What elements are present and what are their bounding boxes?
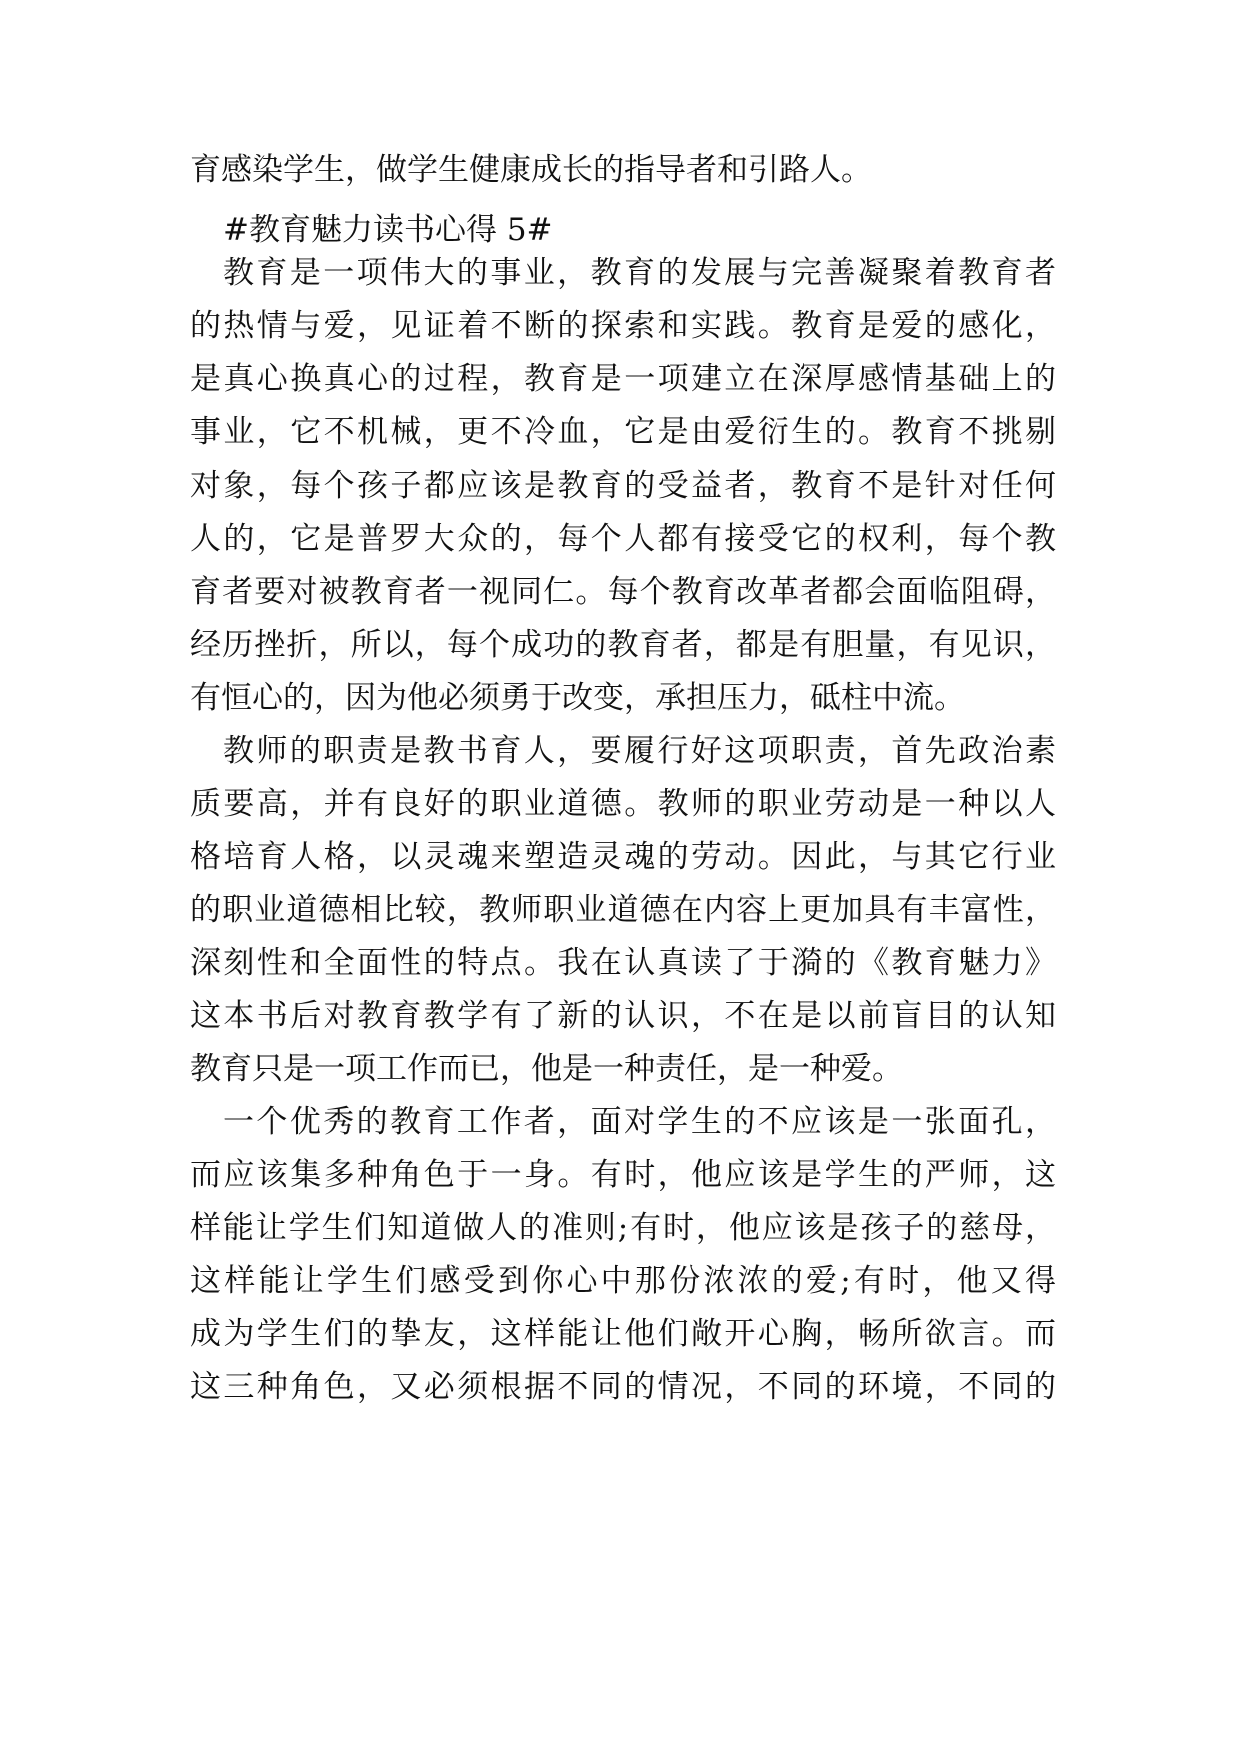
text-line: 育感染学生，做学生健康成长的指导者和引路人。: [190, 152, 872, 188]
text-line: 这本书后对教育教学有了新的认识，不在是以前盲目的认知: [190, 998, 1056, 1034]
text-line: 格培育人格，以灵魂来塑造灵魂的劳动。因此，与其它行业: [190, 839, 1056, 875]
text-line: 教育是一项伟大的事业，教育的发展与完善凝聚着教育者: [223, 255, 1056, 291]
text-line: 成为学生们的挚友，这样能让他们敞开心胸，畅所欲言。而: [190, 1316, 1056, 1352]
text-line: 样能让学生们知道做人的准则;有时，他应该是孩子的慈母，: [190, 1210, 1056, 1246]
text-line: 育者要对被教育者一视同仁。每个教育改革者都会面临阻碍，: [190, 574, 1056, 610]
text-line: 经历挫折，所以，每个成功的教育者，都是有胆量，有见识，: [190, 627, 1056, 663]
text-line: 深刻性和全面性的特点。我在认真读了于漪的《教育魅力》: [190, 945, 1056, 981]
text-line: 是真心换真心的过程，教育是一项建立在深厚感情基础上的: [190, 361, 1056, 397]
text-line: 而应该集多种角色于一身。有时，他应该是学生的严师，这: [190, 1157, 1056, 1193]
text-line: 事业，它不机械，更不冷血，它是由爱衍生的。教育不挑剔: [190, 414, 1056, 450]
text-line: 对象，每个孩子都应该是教育的受益者，教育不是针对任何: [190, 468, 1056, 504]
text-line: 这样能让学生们感受到你心中那份浓浓的爱;有时，他又得: [190, 1263, 1056, 1299]
text-line: 质要高，并有良好的职业道德。教师的职业劳动是一种以人: [190, 786, 1056, 822]
text-line: 教师的职责是教书育人，要履行好这项职责，首先政治素: [223, 733, 1056, 769]
text-line: 一个优秀的教育工作者，面对学生的不应该是一张面孔，: [223, 1104, 1056, 1140]
text-line: 这三种角色，又必须根据不同的情况，不同的环境，不同的: [190, 1369, 1056, 1405]
text-line: 的热情与爱，见证着不断的探索和实践。教育是爱的感化，: [190, 308, 1056, 344]
section-heading: #教育魅力读书心得 5#: [223, 212, 553, 248]
text-line: 人的，它是普罗大众的，每个人都有接受它的权利，每个教: [190, 521, 1056, 557]
text-line: 有恒心的，因为他必须勇于改变，承担压力，砥柱中流。: [190, 680, 965, 716]
text-line: 教育只是一项工作而已，他是一种责任，是一种爱。: [190, 1051, 903, 1087]
text-line: 的职业道德相比较，教师职业道德在内容上更加具有丰富性，: [190, 892, 1056, 928]
